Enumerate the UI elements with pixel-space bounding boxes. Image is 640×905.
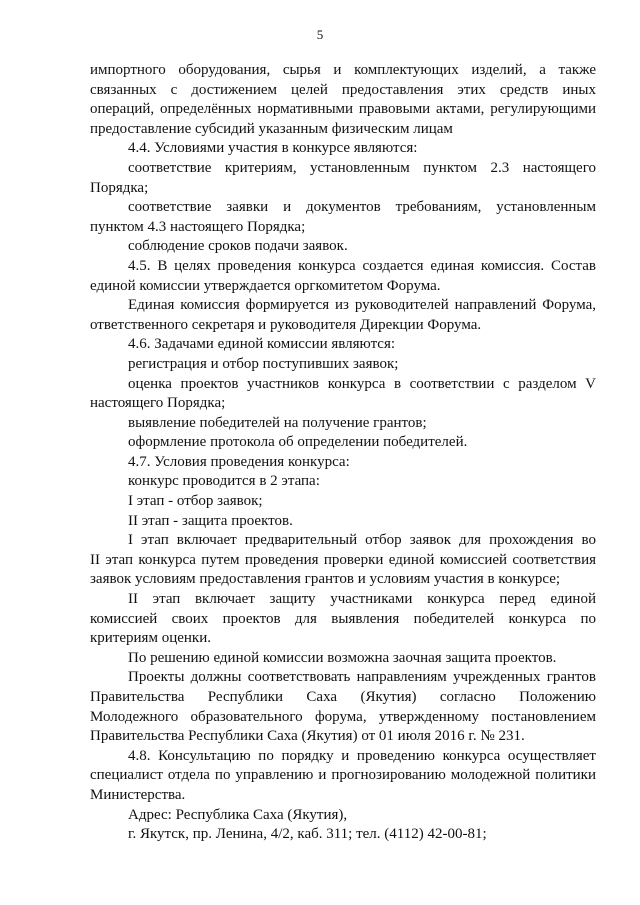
- text-line: Проекты должны соответствовать направлениям учрежденных грантов: [128, 669, 596, 686]
- text-line: выявление победителей на получение грантов;: [128, 414, 427, 431]
- text-line: специалист отдела по управлению и прогнозированию молодежной политики: [90, 767, 596, 784]
- text-line: Молодежного образовательного форума, утвержденному постановлением: [90, 708, 596, 725]
- text-line: импортного оборудования, сырья и комплектующих изделий, а также: [90, 62, 596, 78]
- text-line: Адрес: Республика Саха (Якутия),: [128, 806, 348, 823]
- text-line: ответственного секретаря и руководителя Дирекции Форума.: [90, 316, 482, 333]
- text-line: комиссией своих проектов для выявления победителей конкурса по: [90, 610, 596, 627]
- text-line: Министерства.: [90, 786, 186, 803]
- text-line: I этап включает предварительный отбор заявок для прохождения во: [128, 532, 596, 549]
- text-line: настоящего Порядка;: [90, 395, 226, 412]
- text-line: Правительства Республики Саха (Якутия) от 01 июля 2016 г. № 231.: [90, 728, 525, 745]
- text-line: По решению единой комиссии возможна заочная защита проектов.: [128, 649, 557, 666]
- text-line: оформление протокола об определении победителей.: [128, 434, 468, 451]
- text-line: оценка проектов участников конкурса в соответствии с разделом V: [128, 375, 596, 392]
- text-line: соответствие заявки и документов требованиям, установленным: [128, 199, 596, 216]
- text-line: регистрация и отбор поступивших заявок;: [128, 355, 399, 372]
- text-line: 4.7. Условия проведения конкурса:: [128, 453, 350, 470]
- text-line: I этап - отбор заявок;: [128, 493, 263, 510]
- text-line: 4.4. Условиями участия в конкурсе являются:: [128, 140, 418, 157]
- text-line: предоставление субсидий указанным физическим лицам: [90, 120, 453, 137]
- text-line: II этап конкурса путем проведения проверки единой комиссией соответствия: [90, 551, 596, 568]
- text-line: Единая комиссия формируется из руководителей направлений Форума,: [128, 297, 596, 314]
- text-line: Правительства Республики Саха (Якутия) согласно Положению: [90, 689, 596, 705]
- text-line: соблюдение сроков подачи заявок.: [128, 238, 348, 255]
- text-line: связанных с достижением целей предоставления этих средств иных: [90, 81, 596, 98]
- text-line: 4.8. Консультацию по порядку и проведению конкурса осуществляет: [128, 747, 596, 764]
- text-line: г. Якутск, пр. Ленина, 4/2, каб. 311; тел. (4112) 42-00-81;: [128, 826, 487, 843]
- text-line: Порядка;: [90, 179, 149, 196]
- text-line: 4.5. В целях проведения конкурса создается единая комиссия. Состав: [128, 257, 596, 274]
- text-line: операций, определённых нормативными правовыми актами, регулирующими: [90, 101, 596, 118]
- text-line: соответствие критериям, установленным пунктом 2.3 настоящего: [128, 159, 596, 176]
- text-line: 4.6. Задачами единой комиссии являются:: [128, 336, 396, 353]
- text-line: критериям оценки.: [90, 630, 211, 647]
- text-line: заявок условиям предоставления грантов и условиям участия в конкурсе;: [90, 571, 561, 588]
- page-number: 5: [316, 27, 324, 42]
- text-line: II этап включает защиту участниками конкурса перед единой: [128, 591, 596, 608]
- text-line: единой комиссии утверждается оргкомитетом Форума.: [90, 277, 441, 294]
- document-body: [90, 61, 596, 845]
- text-line: пунктом 4.3 настоящего Порядка;: [90, 218, 306, 235]
- text-line: II этап - защита проектов.: [128, 512, 293, 529]
- text-line: конкурс проводится в 2 этапа:: [128, 473, 320, 490]
